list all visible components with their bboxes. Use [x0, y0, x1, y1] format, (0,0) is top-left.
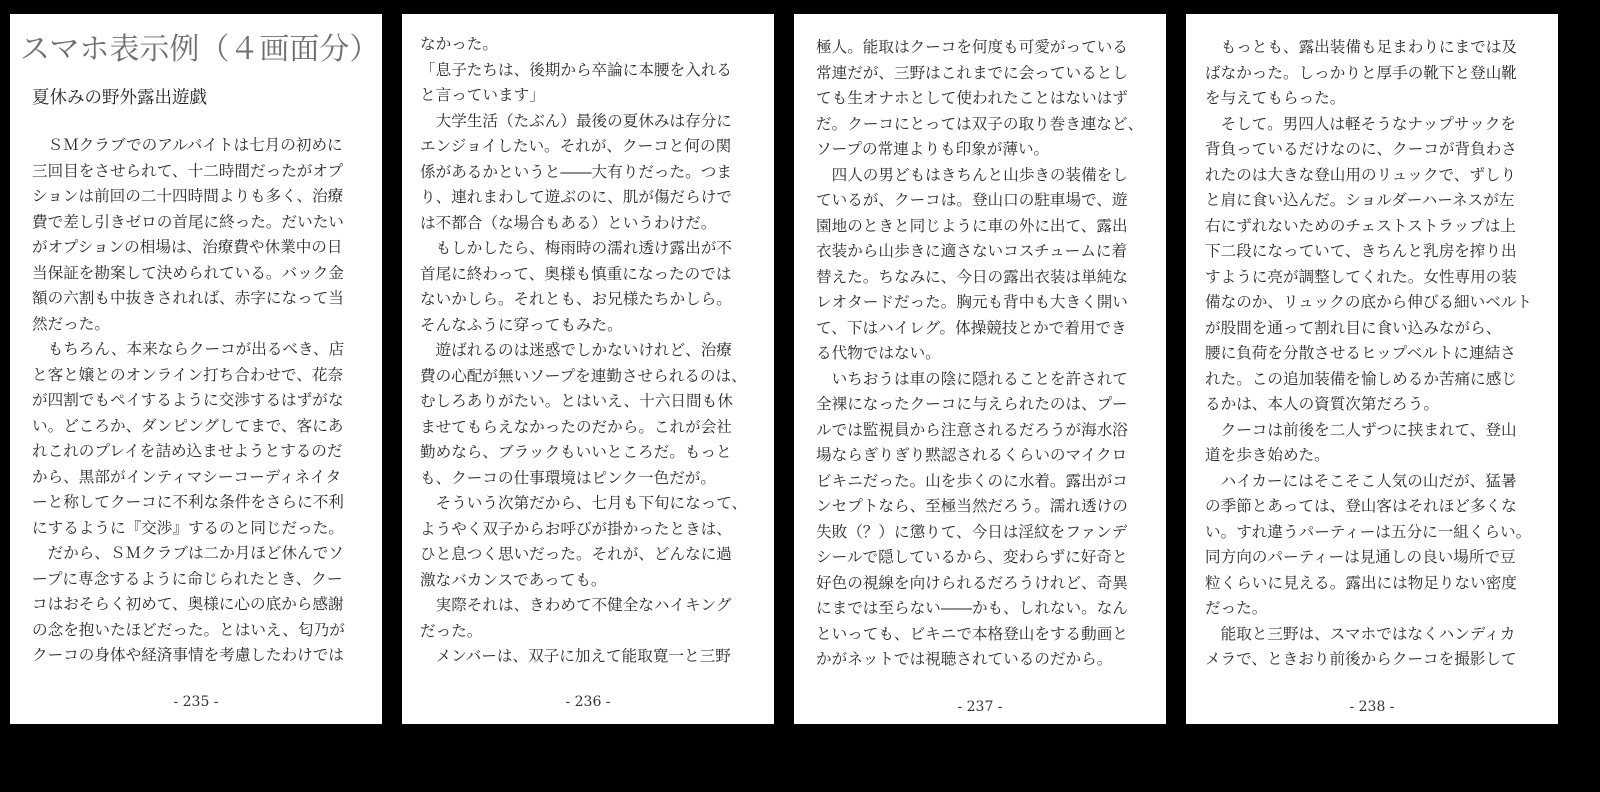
page-text [32, 133, 376, 669]
text-line: 極人。能取はクーコを何度も可愛がっている [816, 38, 1128, 56]
page-text [1205, 35, 1552, 673]
text-line: 場ならぎりぎり黙認されるくらいのマイクロ [816, 446, 1128, 464]
page-237 [794, 14, 1166, 724]
text-line: 大学生活（たぶん）最後の夏休みは存分に [420, 111, 732, 130]
text-line: を与えてもらった。 [1205, 89, 1346, 107]
text-line: 同方向のパーティーは見通しの良い場所で豆 [1205, 548, 1516, 566]
text-line: ても生オナホとして使われたことはないはず [816, 89, 1128, 107]
text-line: ひと息つく思いだった。それが、どんなに過 [420, 545, 732, 563]
text-line: の念を抱いたほどだった。とはいえ、匂乃が [32, 620, 345, 639]
text-line: 園地のときと同じように車の外に出て、露出 [816, 216, 1128, 235]
text-line: ばなかった。しっかりと厚手の靴下と登山靴 [1205, 63, 1517, 82]
text-line: と言っています」 [420, 86, 545, 104]
page-number: - 236 - [565, 694, 611, 710]
text-line: 粒くらいに見える。露出には物足りない密度 [1205, 573, 1517, 592]
text-line: 能取と三野は、スマホではなくハンディカ [1205, 624, 1516, 643]
text-line: ソープの常連よりも印象が薄い。 [816, 140, 1050, 158]
text-line: メンバーは、双子に加えて能取寛一と三野 [420, 647, 731, 665]
text-line: れこれのプレイを詰め込ませようとするのだ [32, 442, 343, 460]
text-line: は不都合（な場合もある）というわけだ。 [420, 213, 717, 232]
text-line: から、黒部がインティマシーコーディネイタ [32, 467, 342, 486]
text-line: 道を歩き始めた。 [1205, 446, 1330, 464]
text-line: ビキニだった。山を歩くのに水着。露出がコ [816, 471, 1128, 490]
text-line: メラで、ときおり前後からクーコを撮影して [1205, 650, 1517, 668]
text-line: 全裸になったクーコに与えられたのは、プー [816, 395, 1128, 413]
text-line: 備なのか、リュックの底から伸びる細いベルト [1205, 293, 1533, 311]
text-line: れた。この追加装備を愉しめるか苦痛に感じ [1205, 369, 1517, 388]
page-236 [402, 14, 774, 724]
text-line: がオプションの相場は、治療費や休業中の日 [32, 238, 343, 256]
text-line: いちおうは車の陰に隠れることを許されて [816, 369, 1128, 388]
text-line: ませてもらえなかったのだから。これが会社 [420, 417, 732, 436]
text-line: すように亮が調整してくれた。女性専用の装 [1205, 267, 1517, 286]
page-text [420, 32, 768, 670]
text-line: 費の心配が無いソープを連勤させられるのは、 [420, 366, 747, 385]
text-line: 好色の視線を向けられるだろうけれど、奇異 [816, 573, 1128, 592]
chapter-title: 夏休みの野外露出遊戯 [32, 88, 207, 108]
text-line: と客と嬢とのオンライン打ち合わせで、花奈 [32, 365, 344, 384]
text-line: い。すれ違うパーティーは五分に一組くらい。 [1205, 522, 1532, 541]
text-line: 当保証を勘案して決められている。バック金 [32, 263, 344, 282]
text-line: 激なバカンスであっても。 [420, 570, 607, 589]
text-line: 腰に負荷を分散させるヒップベルトに連結さ [1205, 344, 1516, 362]
text-line: にまでは至らない――かも、しれない。なん [816, 599, 1128, 617]
text-line: ションは前回の二十四時間よりも多く、治療 [32, 187, 344, 205]
text-line: 然だった。 [32, 314, 110, 333]
text-line: 衣装から山歩きに適さないコスチュームに着 [816, 242, 1128, 260]
text-line: だから、ＳＭクラブは二か月ほど休んでソ [32, 544, 344, 562]
text-line: が四割でもペイするように交渉するはずがな [32, 391, 344, 409]
text-line: り、連れまわして遊ぶのに、肌が傷だらけで [420, 188, 732, 206]
text-line: 実際それは、きわめて不健全なハイキング [420, 596, 732, 614]
text-line: ているが、クーコは。登山口の駐車場で、遊 [816, 191, 1128, 209]
text-line: むしろありがたい。とはいえ、十六日間も休 [420, 392, 733, 410]
text-line: い。どころか、ダンピングしてまで、客にあ [32, 416, 344, 435]
text-line: クーコの身体や経済事情を考慮したわけでは [32, 646, 344, 664]
text-line: なかった。 [420, 35, 498, 53]
text-line: 失敗（？）に懲りて、今日は淫紋をファンデ [816, 522, 1128, 541]
text-line: 四人の男どもはきちんと山歩きの装備をし [816, 165, 1128, 184]
text-line: だった。 [1205, 599, 1268, 617]
text-line: だ。クーコにとっては双子の取り巻き連など、 [816, 114, 1144, 133]
page-238 [1186, 14, 1558, 724]
text-line: レオタードだった。胸元も背中も大きく開い [816, 293, 1128, 311]
text-line: も、クーコの仕事環境はピンク一色だが。 [420, 468, 716, 487]
text-line: といっても、ビキニで本格登山をする動画と [816, 624, 1128, 643]
text-line: て、下はハイレグ。体操競技とかで着用でき [816, 318, 1127, 337]
text-line: 背負っているだけなのに、クーコが背負わさ [1205, 140, 1517, 158]
text-line: もしかしたら、梅雨時の濡れ透け露出が不 [420, 239, 732, 257]
text-line: ようやく双子からお呼びが掛かったときは、 [420, 519, 732, 538]
page-number: - 237 - [957, 699, 1003, 715]
text-line: の季節とあっては、登山客はそれほど多くな [1205, 497, 1517, 515]
page-heading: スマホ表示例（４画面分） [20, 32, 380, 67]
text-line: と肩に食い込んだ。ショルダーハーネスが左 [1205, 191, 1515, 209]
page-235 [10, 14, 382, 724]
text-line: にするように『交渉』するのと同じだった。 [32, 518, 344, 537]
page-number: - 235 - [173, 694, 219, 710]
text-line: 係があるかというと――大有りだった。つま [420, 162, 732, 181]
text-line: る代物ではない。 [816, 344, 941, 362]
text-line: コはおそらく初めて、奥様に心の底から感謝 [32, 595, 344, 613]
text-line: 右にずれないためのチェストストラップは上 [1205, 216, 1516, 235]
text-line: ハイカーにはそこそこ人気の山だが、猛暑 [1205, 471, 1517, 490]
text-line: が股間を通って割れ目に食い込みながら、 [1205, 318, 1502, 337]
text-line: 勤めなら、ブラックもいいところだ。もっと [420, 443, 732, 461]
text-line: 「息子たちは、後期から卒論に本腰を入れる [420, 60, 732, 79]
text-line: エンジョイしたい。それが、クーコと何の関 [420, 137, 732, 155]
text-line: ＳＭクラブでのアルバイトは七月の初めに [32, 136, 343, 154]
text-line: そういう次第だから、七月も下旬になって、 [420, 494, 748, 512]
text-line: ンセプトなら、至極当然だろう。濡れ透けの [816, 497, 1128, 515]
text-line: そして。男四人は軽そうなナップサックを [1205, 114, 1516, 133]
text-line: ーと称してクーコに不利な条件をさらに不利 [32, 493, 344, 511]
text-line: 額の六割も中抜きされれば、赤字になって当 [32, 289, 344, 307]
text-line: 遊ばれるのは迷惑でしかないけれど、治療 [420, 341, 732, 359]
text-line: ープに専念するように命じられたとき、クー [32, 569, 343, 588]
text-line: クーコは前後を二人ずつに挟まれて、登山 [1205, 420, 1517, 439]
text-line: 下二段になっていて、きちんと乳房を搾り出 [1205, 242, 1517, 260]
text-line: もちろん、本来ならクーコが出るべき、店 [32, 340, 345, 358]
text-line: かがネットでは視聴されているのだから。 [816, 650, 1113, 668]
text-line: シールで隠しているから、変わらずに好奇と [816, 548, 1128, 566]
text-line: 三回目をさせられて、十二時間だったがオプ [32, 161, 344, 180]
text-line: もっとも、露出装備も足まわりにまでは及 [1205, 38, 1517, 56]
text-line: 費で差し引きゼロの首尾に終った。だいたい [32, 212, 344, 231]
text-line: だった。 [420, 621, 483, 640]
text-line: 首尾に終わって、奥様も慎重になったのでは [420, 264, 732, 283]
text-line: そんなふうに穿ってもみた。 [420, 315, 623, 334]
text-line: ないかしら。それとも、お兄様たちかしら。 [420, 290, 732, 308]
text-line: れたのは大きな登山用のリュックで、ずしり [1205, 165, 1517, 184]
text-line: ルでは監視員から注意されるだろうが海水浴 [816, 420, 1128, 439]
page-text [816, 35, 1160, 673]
page-number: - 238 - [1349, 699, 1395, 715]
text-line: 常連だが、三野はこれまでに会っているとし [816, 63, 1128, 82]
text-line: るかは、本人の資質次第だろう。 [1205, 395, 1439, 413]
text-line: 替えた。ちなみに、今日の露出衣装は単純な [816, 267, 1128, 286]
